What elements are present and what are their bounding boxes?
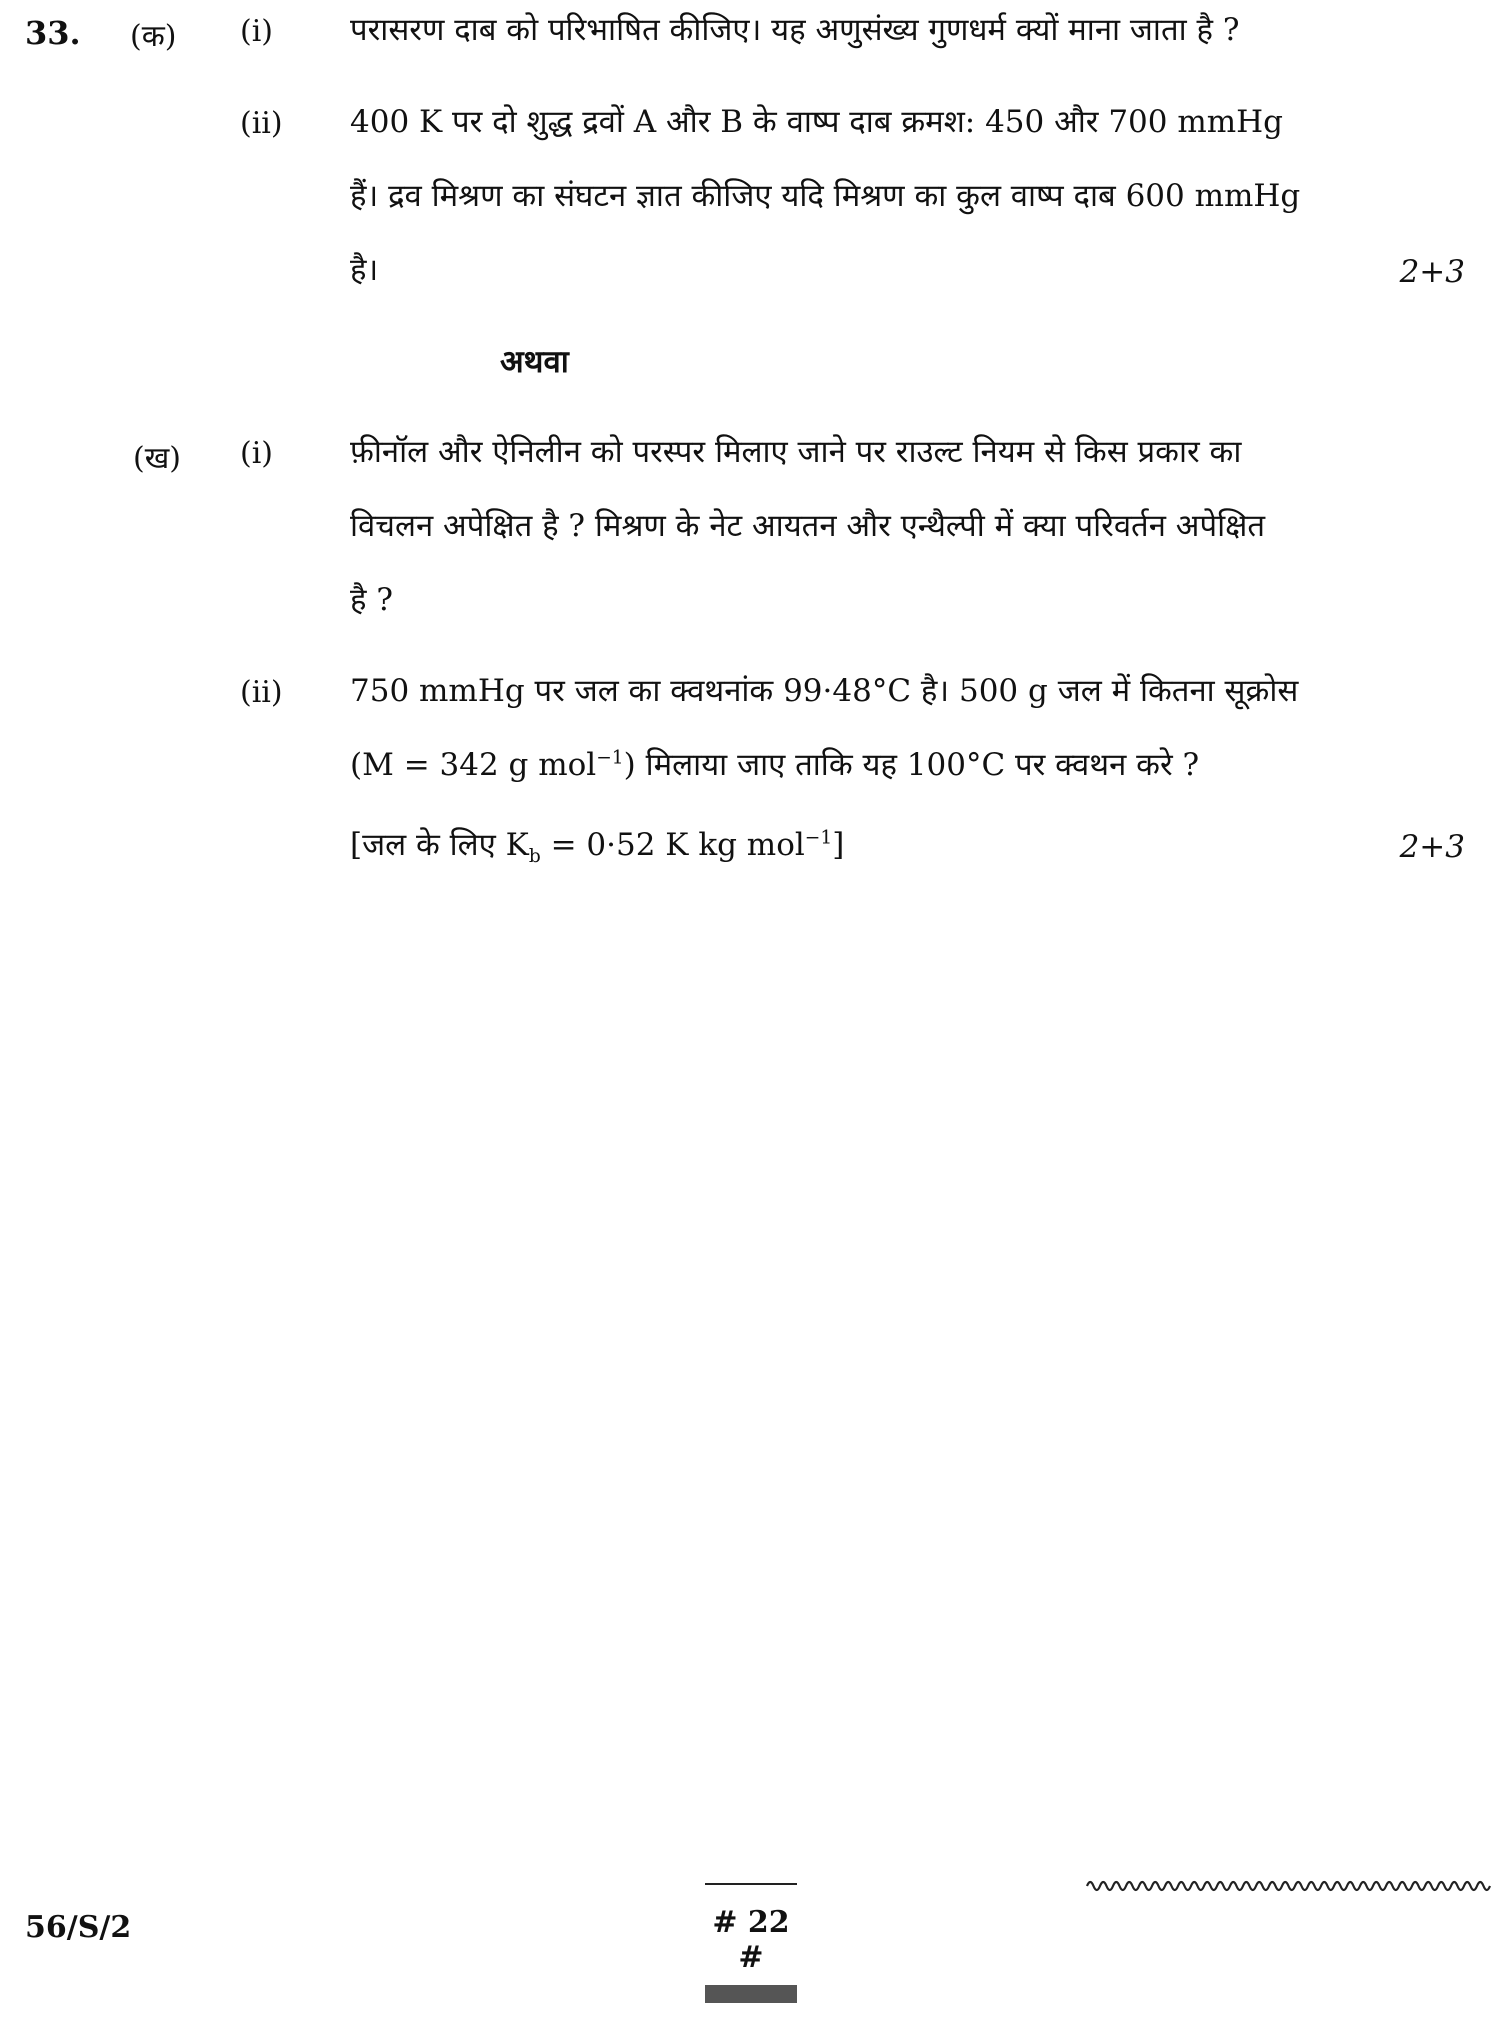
- sucrose-formula-pre: (M = 342 g mol: [350, 747, 597, 783]
- part-b-sub-i-line3: है ?: [350, 582, 393, 618]
- part-b-sub-ii-line2: [350, 747, 1199, 784]
- sucrose-formula-sup: −1: [596, 747, 624, 769]
- kb-sup: −1: [804, 827, 833, 849]
- part-b-sub-ii-line1: 750 mmHg पर जल का क्वथनांक 99·48°C है। 500 g जल में कितना सूक्रोस: [350, 673, 1299, 709]
- sucrose-formula-post: ) मिलाया जाए ताकि यह 100°C पर क्वथन करे ?: [623, 747, 1200, 783]
- kb-pre: [जल के लिए K: [350, 827, 529, 863]
- part-b-sub-i-label: (i): [240, 436, 274, 471]
- part-a-sub-i-line1: परासरण दाब को परिभाषित कीजिए। यह अणुसंख्य गुणधर्म क्यों माना जाता है ?: [350, 12, 1240, 48]
- wavy-line-icon: [1085, 1874, 1495, 1898]
- paper-code: 56/S/2: [25, 1910, 132, 1945]
- part-b-sub-i-line2: विचलन अपेक्षित है ? मिश्रण के नेट आयतन और एन्थैल्पी में क्या परिवर्तन अपेक्षित: [350, 508, 1266, 544]
- part-a-sub-i-label: (i): [240, 14, 274, 49]
- part-a-label: (क): [130, 19, 177, 54]
- part-b-label: (ख): [133, 441, 181, 476]
- kb-post: ]: [832, 827, 845, 863]
- page-number-block: [705, 1883, 797, 2003]
- question-number: 33.: [25, 14, 81, 52]
- page-number: # 22 #: [712, 1905, 790, 1975]
- part-a-sub-ii-line3: है।: [350, 252, 379, 288]
- end-wavy-line: [1085, 1874, 1495, 1902]
- page-number-topline: [705, 1883, 797, 1885]
- part-b-marks: 2+3: [1399, 829, 1465, 865]
- kb-mid: = 0·52 K kg mol: [540, 827, 805, 863]
- part-a-sub-ii-label: (ii): [240, 106, 283, 141]
- part-a-marks: 2+3: [1399, 254, 1465, 290]
- part-b-sub-ii-line3: [350, 827, 845, 868]
- kb-sub: b: [528, 846, 541, 868]
- part-b-sub-i-line1: फ़ीनॉल और ऐनिलीन को परस्पर मिलाए जाने पर राउल्ट नियम से किस प्रकार का: [350, 434, 1242, 470]
- or-heading: अथवा: [500, 344, 569, 380]
- page-number-bar: [705, 1985, 797, 2003]
- part-a-sub-ii-line1: 400 K पर दो शुद्ध द्रवों A और B के वाष्प दाब क्रमश: 450 और 700 mmHg: [350, 104, 1284, 140]
- part-b-sub-ii-label: (ii): [240, 675, 283, 710]
- part-a-sub-ii-line2: हैं। द्रव मिश्रण का संघटन ज्ञात कीजिए यदि मिश्रण का कुल वाष्प दाब 600 mmHg: [350, 178, 1301, 214]
